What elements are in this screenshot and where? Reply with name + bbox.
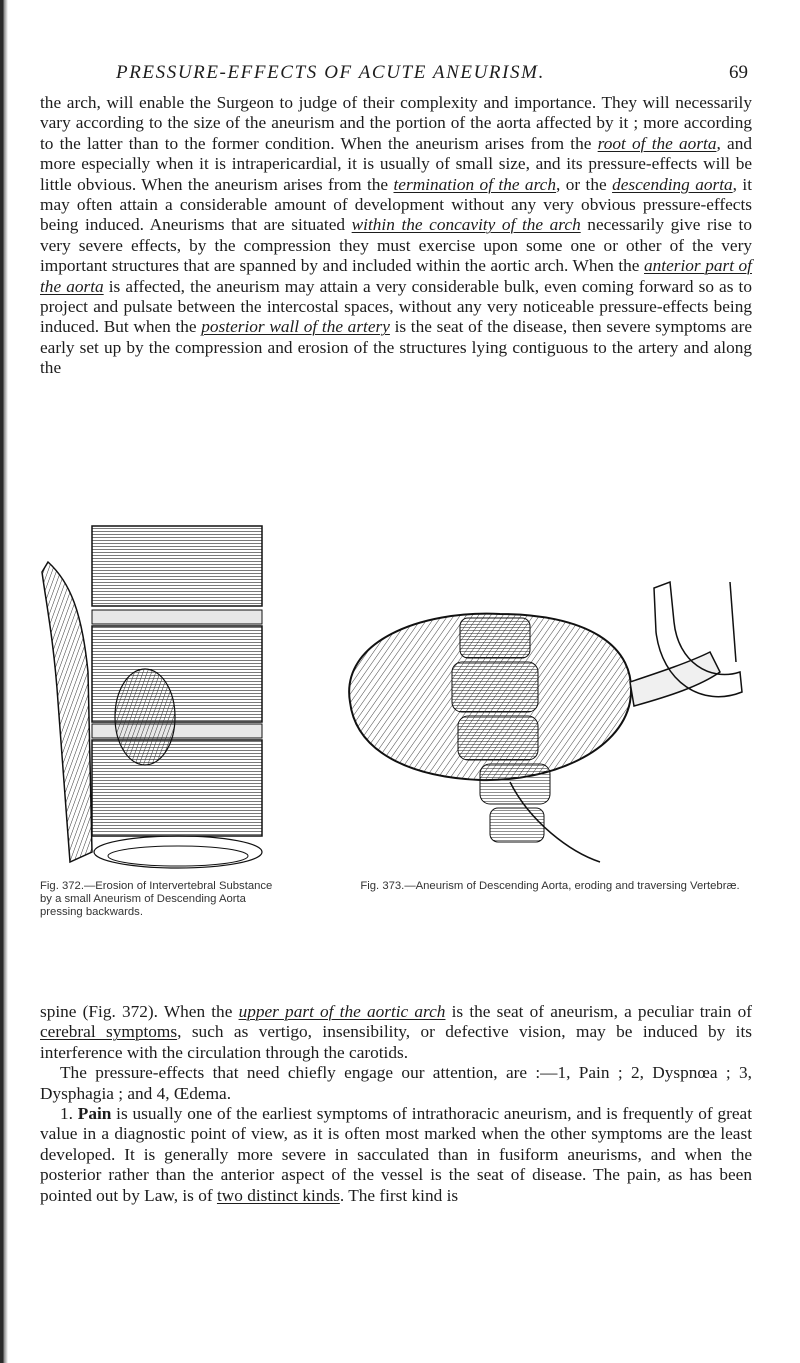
top-paragraph (40, 93, 752, 379)
emphasis-two-distinct-kinds: two distinct kinds (216, 1185, 340, 1205)
heading-pain: Pain (77, 1104, 112, 1124)
emphasis-posterior-wall: posterior wall of the artery (201, 317, 390, 337)
text-run: is the seat of the disease, then severe symptoms are early set up by the compression and erosion of the structures lying contiguous to the artery and along the (40, 317, 752, 378)
paragraph-continued (40, 93, 752, 379)
paragraph-spine (40, 1002, 752, 1063)
text-run: , and more especially when it is intrapericardial, it is usually of small size, and its pressure-effects will be little obvious. When the aneurism arises from the (40, 133, 753, 194)
text-run: the arch, will enable the Surgeon to judge of their complexity and importance. They will necessarily vary according to the size of the aneurism and the portion of the aorta affected by it ; more according to the latter than to the former condition. When the aneurism arises from the (40, 93, 752, 153)
text-run: , such as vertigo, insensibility, or defective vision, may be induced by its interference with the circulation through the carotids. (40, 1022, 753, 1062)
emphasis-root-of-aorta: root of the aorta (597, 133, 717, 153)
text-run: is the seat of aneurism, a peculiar train of (445, 1002, 752, 1021)
emphasis-termination-of-arch: termination of the arch (393, 174, 556, 194)
running-header (0, 58, 800, 88)
list-number: 1. (60, 1104, 78, 1124)
emphasis-anterior-part: anterior part of the aorta (40, 256, 752, 296)
text-run: , it may often attain a considerable amount of development without any very obvious pressure-effects being induced. Aneurisms that are situated (40, 174, 753, 235)
text-run: is usually one of the earliest symptoms of intrathoracic aneurism, and is frequently of great value in a diagnostic point of view, as it is often most marked when the other symptoms are the least developed. It is generally more severe in sacculated than in fusiform aneurisms, and when the posterior rather than the anterior aspect of the vessel is the seat of disease. The pain, as has been pointed out by Law, is of (40, 1104, 753, 1205)
figures-row (40, 522, 752, 952)
running-title: PRESSURE-EFFECTS OF ACUTE ANEURISM. (116, 62, 545, 83)
figure-372 (40, 522, 305, 952)
page-number: 69 (729, 62, 748, 83)
bottom-text (40, 1002, 752, 1206)
aneurism-vertebrae-illustration (330, 522, 752, 874)
figure-373 (330, 522, 752, 952)
text-run: , or the (555, 174, 613, 194)
emphasis-concavity-of-arch: within the concavity of the arch (351, 215, 581, 235)
figure-372-caption: Fig. 372.—Erosion of Intervertebral Substance by a small Aneurism of Descending Aorta pressing backwards. (40, 880, 273, 918)
figure-373-caption: Fig. 373.—Aneurism of Descending Aorta, eroding and traversing Vertebræ. (360, 880, 740, 892)
paragraph-pressure-effects: The pressure-effects that need chiefly engage our attention, are :—1, Pain ; 2, Dyspnœa ; 3, Dysphagia ; and 4, Œdema. (40, 1063, 752, 1103)
text-run: necessarily give rise to very severe effects, by the compression they must exercise upon some one or other of the very important structures that are spanned by and included within the aortic arch. When the (40, 215, 752, 276)
page-binding-edge (0, 0, 8, 1363)
paragraph-pain (40, 1104, 752, 1206)
emphasis-cerebral-symptoms: cerebral symptoms (40, 1022, 178, 1042)
text-run: spine (Fig. 372). When the (40, 1002, 239, 1021)
emphasis-upper-aortic-arch: upper part of the aortic arch (238, 1002, 446, 1021)
emphasis-descending-aorta: descending aorta (612, 174, 733, 194)
text-run: is affected, the aneurism may attain a very considerable bulk, even coming forward so as to project and pulsate between the intercostal spaces, without any very noticeable pressure-effects being induced. But when the (40, 276, 752, 337)
spine-erosion-illustration (40, 522, 270, 874)
text-run: . The first kind is (339, 1185, 459, 1205)
